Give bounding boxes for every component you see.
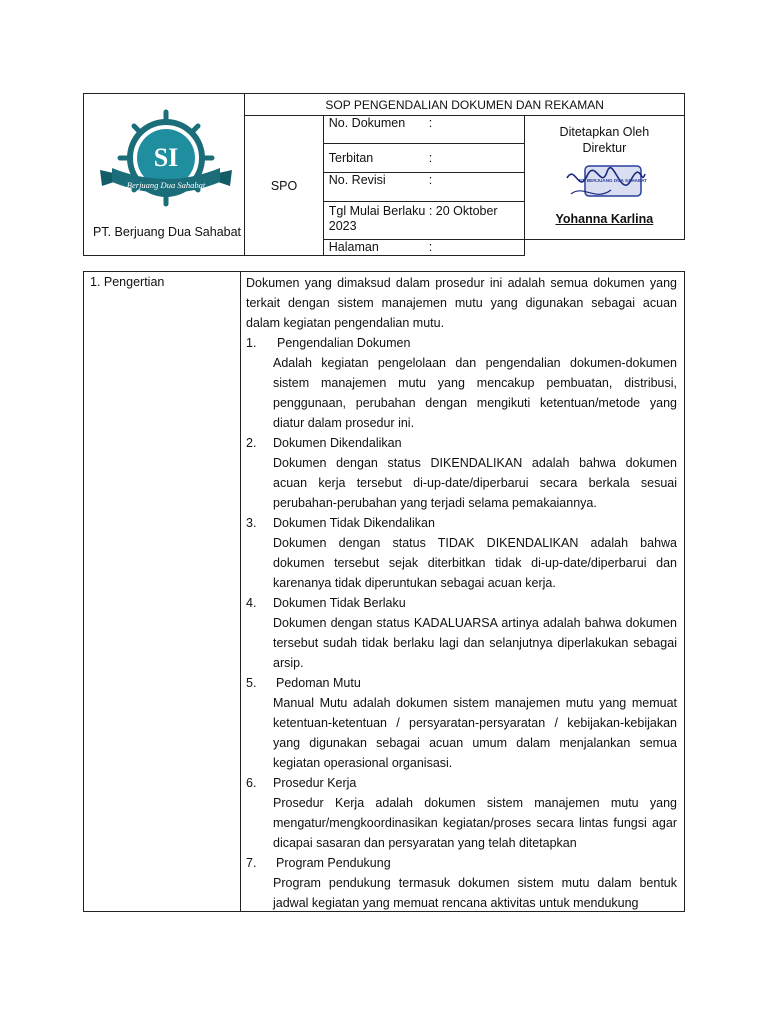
item-number: 6.: [246, 776, 257, 790]
item-title: Dokumen Tidak Dikendalikan: [273, 516, 435, 530]
signature-stamp: [561, 160, 647, 210]
item-description: Manual Mutu adalah dokumen sistem manajemen mutu yang memuat ketentuan-ketentuan / persyaratan-persyaratan / kebijakan-kebijakan yang digunakan sebagai acuan umum dalam menjalankan semua kegiatan operasional organisasi.: [273, 696, 677, 770]
field-label: No. Revisi: [328, 173, 386, 187]
item-title: Pedoman Mutu: [276, 676, 361, 690]
item-number: 7.: [246, 856, 257, 870]
signer-name: Yohanna Karlina: [555, 212, 654, 226]
approval-title-line2: Direktur: [582, 141, 627, 155]
document-type: SPO: [245, 116, 323, 256]
field-label: No. Dokumen: [328, 116, 406, 130]
field-label: Halaman: [328, 240, 379, 254]
item-number: 4.: [246, 596, 257, 610]
list-item: [246, 853, 677, 873]
list-item: [246, 673, 677, 693]
item-title: Prosedur Kerja: [273, 776, 357, 790]
item-description: Program pendukung termasuk dokumen sistem mutu dalam bentuk jadwal kegiatan yang memuat rencana aktivitas untuk mendukung: [273, 876, 677, 910]
field-value: :: [428, 116, 433, 130]
item-title: Pengendalian Dokumen: [277, 336, 411, 350]
stamp-text: PT. BERJUANG DUA SAHABAT: [579, 178, 648, 183]
list-item: [246, 593, 677, 613]
field-value: :: [428, 240, 433, 254]
item-number: 3.: [246, 516, 257, 530]
content-table: [83, 271, 685, 912]
field-value: : 20 Oktober 2023: [328, 204, 498, 233]
company-cell: [84, 94, 245, 256]
item-title: Dokumen Dikendalikan: [273, 436, 402, 450]
field-no-revisi: [323, 173, 524, 202]
field-halaman: [323, 240, 524, 256]
item-description: Dokumen dengan status DIKENDALIKAN adalah bahwa dokumen acuan kerja tersebut di-up-date/diperbarui secara berkala sesuai perubahan-perubahan yang terjadi selama pemakaiannya.: [273, 456, 677, 510]
item-title: Dokumen Tidak Berlaku: [273, 596, 406, 610]
logo-banner-text: Berjuang Dua Sahabat: [126, 180, 206, 190]
list-item: [246, 773, 677, 793]
field-terbitan: [323, 144, 524, 173]
item-number: 2.: [246, 436, 257, 450]
field-value: :: [428, 150, 433, 165]
field-no-dokumen: [323, 116, 524, 144]
field-tgl-mulai-berlaku: [323, 202, 524, 240]
item-title: Program Pendukung: [276, 856, 391, 870]
company-logo: [96, 108, 236, 208]
field-label: Terbitan: [328, 150, 374, 165]
document-title: SOP PENGENDALIAN DOKUMEN DAN REKAMAN: [245, 94, 685, 116]
item-description: Dokumen dengan status TIDAK DIKENDALIKAN adalah bahwa dokumen tersebut sejak diterbitkan tidak di-up-date/diperbarui dan karenanya tidak diperuntukan sebagai acuan kerja.: [273, 536, 677, 590]
list-item: [246, 333, 677, 353]
item-description: Dokumen dengan status KADALUARSA artinya adalah bahwa dokumen tersebut sudah tidak berlaku lagi dan selanjutnya diperlakukan sebagai arsip.: [273, 616, 677, 670]
field-label: Tgl Mulai Berlaku: [328, 204, 426, 218]
section-heading: 1. Pengertian: [84, 272, 241, 912]
approval-title-line1: Ditetapkan Oleh: [559, 125, 650, 139]
intro-paragraph: Dokumen yang dimaksud dalam prosedur ini adalah semua dokumen yang terkait dengan sistem manajemen mutu yang digunakan sebagai acuan dalam kegiatan pengendalian mutu.: [246, 276, 677, 330]
list-item: [246, 433, 677, 453]
item-number: 1.: [246, 336, 257, 350]
document-header: [83, 93, 685, 256]
list-item: [246, 513, 677, 533]
item-description: Prosedur Kerja adalah dokumen sistem manajemen mutu yang mengatur/mengkoordinasikan kegiatan/proses secara lintas fungsi agar dicapai sasaran dan persyaratan yang telah ditetapkan: [273, 796, 677, 850]
item-description: Adalah kegiatan pengelolaan dan pengendalian dokumen-dokumen sistem manajemen mutu yang mencakup pembuatan, distribusi, penggunaan, perubahan dengan mengikuti ketentuan/metode yang diatur dalam prosedur ini.: [273, 356, 677, 430]
logo-initials: SI: [153, 143, 179, 172]
company-name: PT. Berjuang Dua Sahabat: [93, 225, 242, 239]
field-value: :: [428, 173, 433, 187]
approval-block: [524, 116, 684, 240]
section-body: [241, 272, 685, 912]
item-number: 5.: [246, 676, 257, 690]
